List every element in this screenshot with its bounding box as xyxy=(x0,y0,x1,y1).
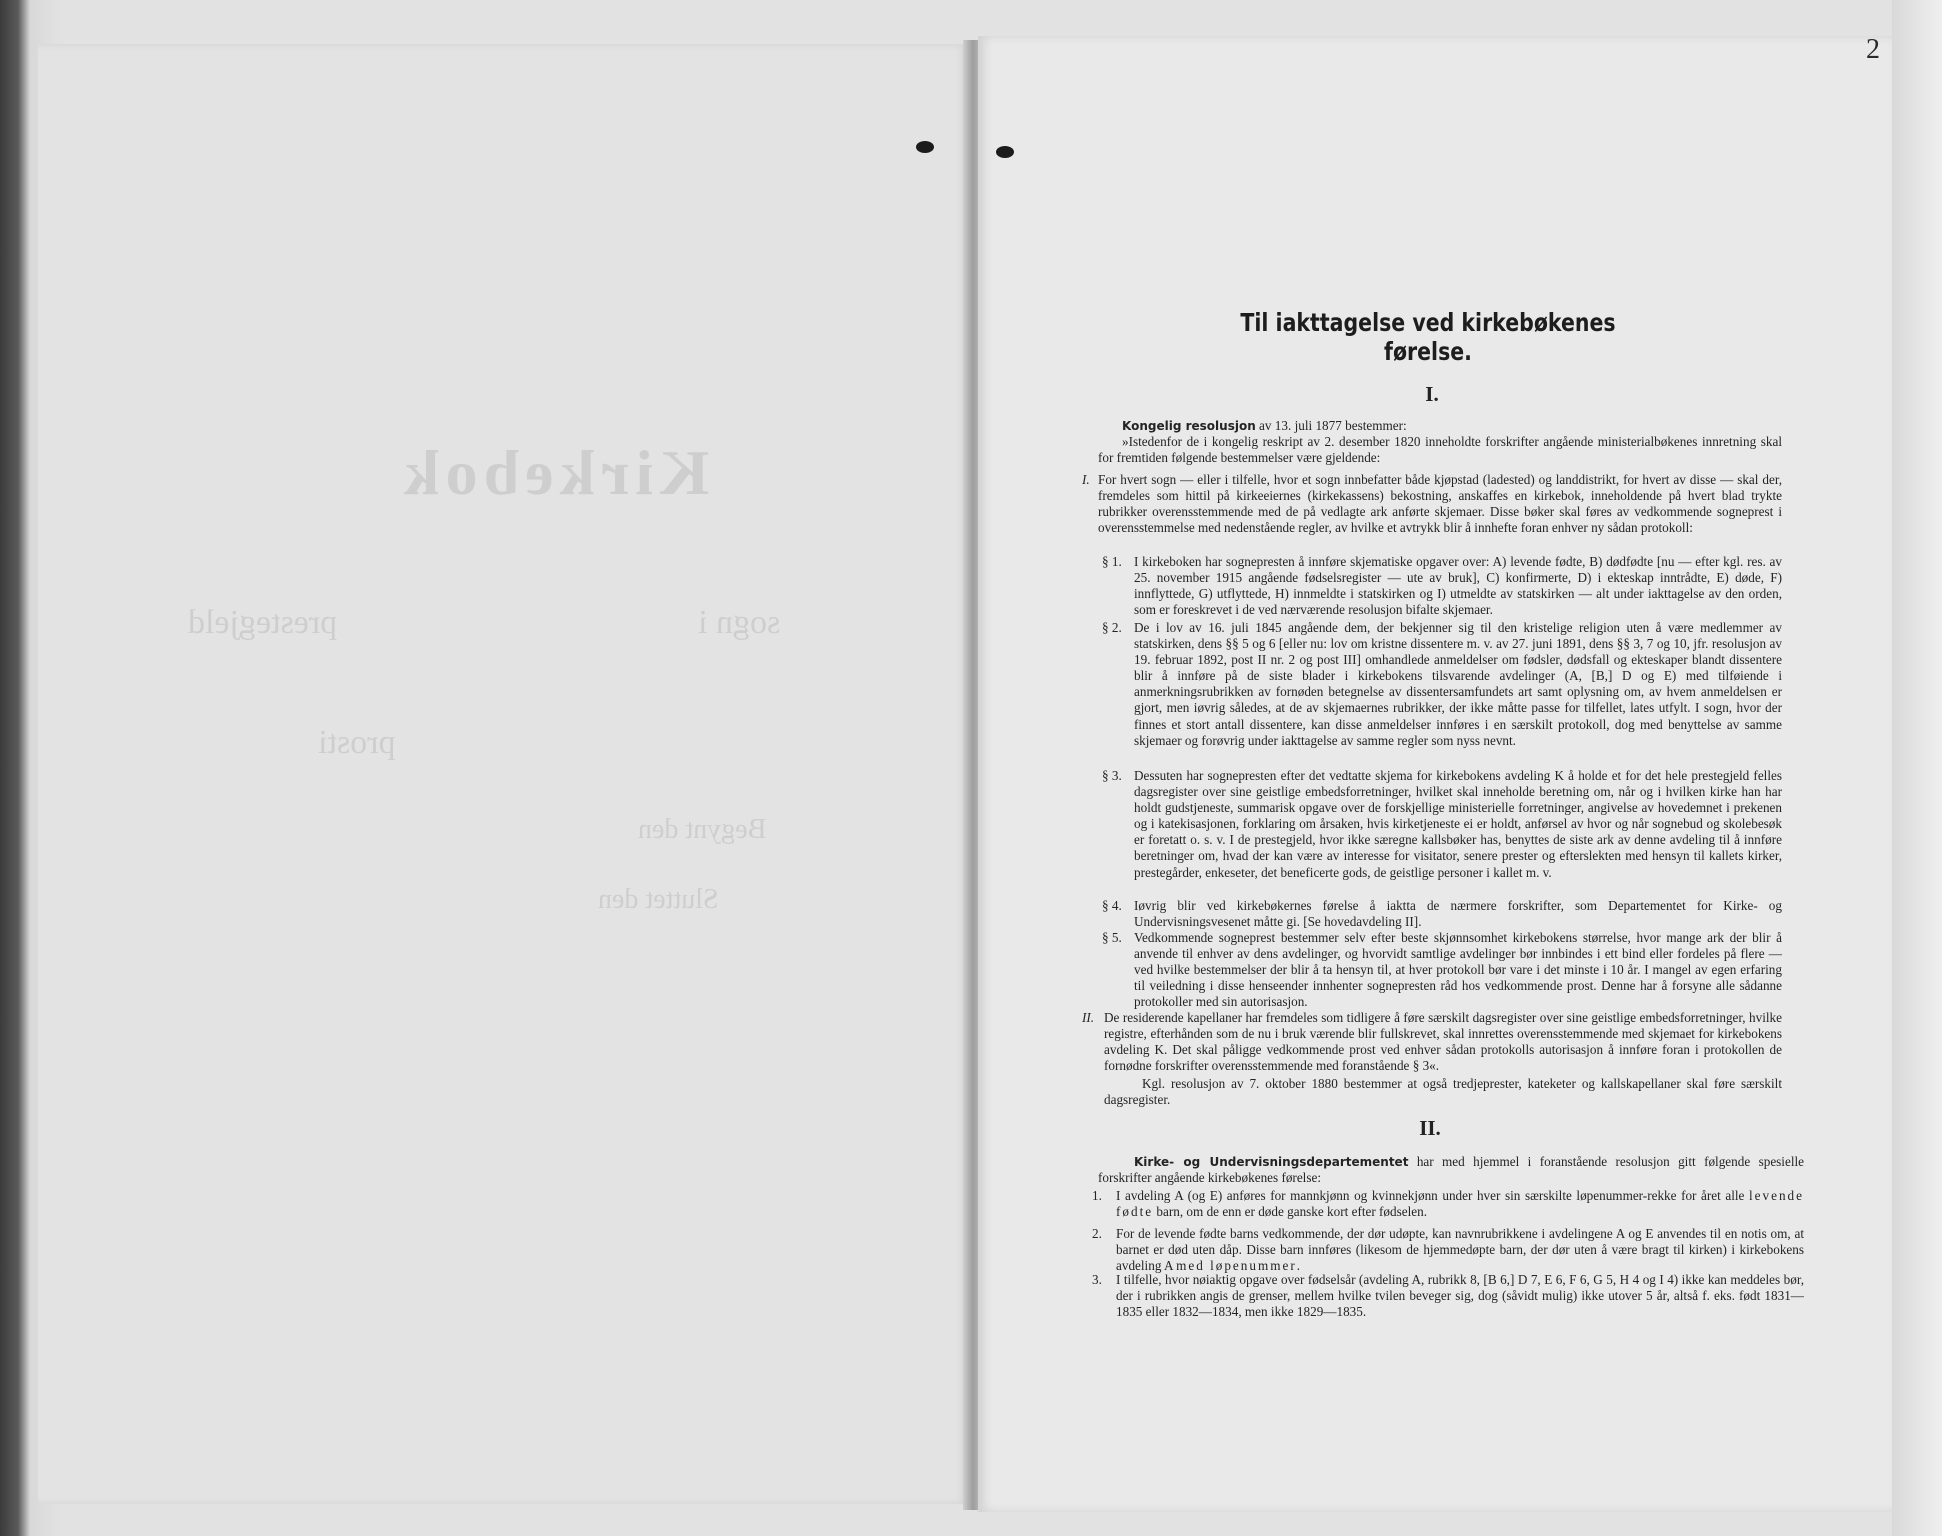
section-2-intro xyxy=(1098,1154,1804,1186)
paragraph-1-label: § 1. xyxy=(1102,554,1122,569)
item-3-label: 3. xyxy=(1092,1272,1102,1287)
showthrough-line-3: Begynt den xyxy=(638,814,767,845)
document-title: Til iakttagelse ved kirkebøkenes førelse. xyxy=(1240,308,1616,366)
section-1-closing: Kgl. resolusjon av 7. oktober 1880 bestemmer at også tredjeprester, kateketer og kallskapellaner skal føre særskilt dagsregister. xyxy=(1104,1076,1782,1108)
paragraph-5-label: § 5. xyxy=(1102,930,1122,945)
item-1-text-after: barn, om de enn er døde ganske kort efter fødselen. xyxy=(1153,1204,1428,1220)
showthrough-line-2: prosti xyxy=(318,724,396,761)
point-2-label: II. xyxy=(1082,1010,1095,1025)
page-number: 2 xyxy=(1866,34,1880,65)
paragraph-3-text: Dessuten har sognepresten efter det vedtatte skjema for kirkebokens avdeling K å holde et for det hele prestegjeld felles dagsregister over sine geistlige embedsforretninger, hvilket skal inneholde beretning om, når og i hvilken kirke han har holdt gudstjeneste, summarisk opgave over de forskjellige ministerielle forretninger, angivelse av hovedemnet i prekenen og i katekisasjonen, forklaring om årsaken, hvis kirketjeneste ei er holdt, anførsel av hvor og når sognebud og skolebesøk er foretatt o. s. v. I de prestegjeld, hvor ikke særegne kallsbøker has, benyttes de siste ark av denne avdeling til å innføre beretninger om, hvad der kan være av interesse for visitator, senere prester og efterslekten med hensyn til kallets kirker, prestegårder, enkeseter, det beneficerte gods, de geistlige personer i kallet m. v. xyxy=(1134,768,1782,880)
binding-hole-left xyxy=(916,141,934,153)
item-1-text-before: I avdeling A (og E) anføres for mannkjønn og kvinnekjønn under hver sin særskilte løpenummer-rekke for året alle xyxy=(1116,1188,1749,1203)
item-1-text xyxy=(1116,1188,1804,1220)
paragraph-2-text: De i lov av 16. juli 1845 angående dem, der bekjenner sig til den kristelige religion uten å være medlemmer av statskirken, dens §§ 5 og 6 [eller nu: lov om kristne dissentere m. v. av 27. juni 1891, dens §§ 3, 7 og 10, jfr. resolusjon av 19. februar 1892, post II nr. 2 og post III] omhandlede anmeldelser om fødsler, dødsfall og ekteskaper blandt dissentere blir å innføre på de siste blader i kirkebokens tilsvarende avdelinger (A, [B,] D og E) med tilføiende i anmerkningsrubrikken av fornøden betegnelse av dissentersamfundets art samt oplysning om, av hvem anmeldelsen er gjort, men iøvrig således, at de av skjemaernes rubrikker, der ikke måtte passe for tilfellet, lates utfylt. I sogn, hvor der finnes et stort antall dissentere, kan disse anmeldelser innføres i en særskilt protokoll, dog med benyttelse av samme skjemaer og forøvrig under iakttagelse av samme regler som nyss nevnt. xyxy=(1134,620,1782,748)
paragraph-2-label: § 2. xyxy=(1102,620,1122,635)
item-3-text-before: I tilfelle, hvor nøiaktig opgave over fødselsår (avdeling A, rubrikk 8, [B 6,] D 7, E 6, F 6, G 5, H 4 og I 4) ikke kan meddeles bør, der i rubrikken angis de grenser, mellem hvilke tvilen beveger sig, dog (såvidt mulig) ikke utover 5 år, altså f. eks. født 1831—1835 eller 1832—1834, men ikke 1829—1835. xyxy=(1116,1272,1804,1320)
paragraph-4-label: § 4. xyxy=(1102,898,1122,913)
paragraph-3-label: § 3. xyxy=(1102,768,1122,783)
binding-hole-right xyxy=(996,146,1014,158)
item-2-spaced: med løpenummer xyxy=(1176,1258,1297,1274)
left-page xyxy=(38,44,968,1504)
point-1-text: For hvert sogn — eller i tilfelle, hvor et sogn innbefatter både kjøpstad (ladested) og landdistrikt, for hvert av disse — skal der, fremdeles som hittil på kirkeeiernes (kirkekassens) bekostning, anskaffes en kirkebok, inneholdende på hvert blad trykte rubrikker overensstemmende med de på vedlagte ark anførte skjemaer. Disse bøker skal føres av vedkommende sogneprest i overensstemmelse med nedenstående regler, av hvilke et avtrykk blir å innhefte foran enhver ny sådan protokoll: xyxy=(1098,472,1782,536)
item-1-spaced: levende fødte xyxy=(1116,1188,1804,1220)
item-3-text xyxy=(1116,1272,1804,1320)
paragraph-5-text: Vedkommende sogneprest bestemmer selv efter beste skjønnsomhet kirkebokens størrelse, hvor mange ark der blir å anvende til enhver av dens avdelinger, og hvorvidt samtlige avdelinger bør innbindes i ett bind eller fordeles på flere — ved hvilke bestemmelser der blir å ta hensyn til, at hver protokoll bør vare i det minste i 10 år. I mangel av egen erfaring til veiledning i disse henseender innhenter sognepresten råd hos vedkommende prost. Denne har å forsyne alle sådanne protokoller med sin autorisasjon. xyxy=(1134,930,1782,1010)
showthrough-line-1: sogn i xyxy=(698,604,781,641)
item-2-text xyxy=(1116,1226,1804,1274)
item-2-text-after: . xyxy=(1296,1258,1301,1274)
item-1-label: 1. xyxy=(1092,1188,1102,1203)
point-2-text: De residerende kapellaner har fremdeles som tidligere å føre særskilt dagsregister over sine geistlige embedsforretninger, hvilke registre, efterhånden som de nu i bruk værende blir fullskrevet, skal innrettes overensstemmende med skjemaet for kirkebokens avdeling K. Det skal påligge vedkommende prost ved enhver sådan protokolls autorisasjon å innføre foran i protokollen de fornødne forskrifter overensstemmende med foranstående § 3«. xyxy=(1104,1010,1782,1074)
item-2-label: 2. xyxy=(1092,1226,1102,1241)
page-edge xyxy=(1892,0,1942,1536)
point-1-label: I. xyxy=(1082,472,1090,487)
showthrough-title: Kirkebok xyxy=(398,437,710,508)
showthrough-line-4: Sluttet den xyxy=(598,884,719,915)
section-2-intro-rest: har med hjemmel i foranstående resolusjon gitt følgende spesielle forskrifter angående kirkebøkenes førelse: xyxy=(1098,1154,1805,1186)
section-1-intro-rest: av 13. juli 1877 bestemmer: xyxy=(1255,418,1407,433)
section-1-quote: »Istedenfor de i kongelig reskript av 2. desember 1820 inneholdte forskrifter angående ministerialbøkenes innretning skal for fremtiden følgende bestemmelser være gjeldende: xyxy=(1098,434,1782,466)
section-2-numeral: II. xyxy=(1419,1116,1441,1140)
section-1-intro-bold: Kongelig resolusjon xyxy=(1122,419,1256,433)
paragraph-1-text: I kirkeboken har sognepresten å innføre skjematiske opgaver over: A) levende fødte, B) dødfødte [nu — efter kgl. res. av 25. november 1915 angående fødselsregister — ute av bruk], C) konfirmerte, D) i ekteskap inntrådte, E) døde, F) innflyttede, G) utflyttede, H) innmeldte i statskirken og I) utmeldte av statskirken — alt under iakttagelse av den orden, som er foreskrevet i de ved nærværende resolusjon bifalte skjemaer. xyxy=(1134,554,1782,618)
section-1-numeral: I. xyxy=(1425,382,1439,406)
section-2-intro-bold: Kirke- og Undervisningsdepartementet xyxy=(1134,1155,1409,1169)
showthrough-line-1-end: prestegjeld xyxy=(188,604,338,641)
paragraph-4-text: Iøvrig blir ved kirkebøkernes førelse å iaktta de nærmere forskrifter, som Departementet for Kirke- og Undervisningsvesenet måtte gi. [Se hovedavdeling II]. xyxy=(1134,898,1782,930)
section-1-intro xyxy=(1122,418,1782,434)
item-2-text-before: For de levende fødte barns vedkommende, der dør udøpte, kan navnrubrikkene i avdelingene A og E anvendes til en notis om, at barnet er død uten dåp. Disse barn innføres (likesom de hjemmedøpte barn, der dør uten å være bragt til kirken) i kirkebokens avdeling A xyxy=(1116,1226,1804,1274)
